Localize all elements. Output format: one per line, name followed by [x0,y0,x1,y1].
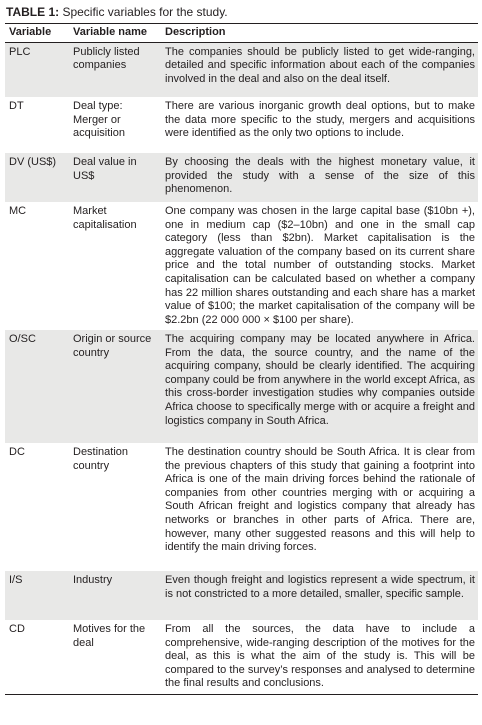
cell-variable-name: Origin or source country [69,330,161,443]
cell-variable-name: Market capitalisation [73,205,137,231]
table-row [5,571,478,620]
table-row [5,330,478,443]
caption-label: TABLE 1: [6,5,60,19]
table-row [5,42,478,97]
cell-variable: DV (US$) [5,153,69,202]
cell-variable-name: Publicly listed companies [69,42,161,97]
table-row [5,620,478,694]
cell-variable: O/SC [5,330,69,443]
variables-table [5,24,478,695]
cell-variable: DT [9,100,24,113]
cell-variable: PLC [5,42,69,97]
cell-variable: DC [9,446,25,459]
cell-description: From all the sources, the data have to include a comprehensive, wide-ranging description of the motives for the deal, as this is what the aim of the study is. This will be compared to the survey’s responses and analysed to determine the final results and conclusions. [161,620,478,694]
header-description: Description [161,24,478,42]
cell-variable-name: Deal type: Merger or acquisition [73,100,125,140]
cell-description: The acquiring company may be located anywhere in Africa. From the data, the source country, and the name of the acquiring company, should be clearly identified. The acquiring company could be from anywhere in the world except Africa, as this cross-border investigation studies why companies outside Africa choose to specifically merge with or acquire a freight and logistics company in South Africa. [161,330,478,443]
cell-variable-name: Deal value in US$ [69,153,161,202]
cell-variable: MC [9,205,27,218]
cell-description: By choosing the deals with the highest monetary value, it provided the study with a sense of the size of this phenomenon. [161,153,478,202]
cell-variable-name: Destination country [73,446,129,472]
table-row [5,202,478,330]
cell-variable-name: Industry [69,571,161,620]
header-variable: Variable [5,24,69,42]
cell-variable: I/S [5,571,69,620]
cell-variable-name: Motives for the deal [69,620,161,694]
table-row [5,97,478,153]
table-row [5,153,478,202]
caption-title: Specific variables for the study. [62,5,228,19]
cell-description: There are various inorganic growth deal options, but to make the data more specific to the study, mergers and acquisitions were identified as the only two options to include. [165,100,475,140]
cell-description: The companies should be publicly listed to get wide-ranging, detailed and specific information about each of the companies involved in the deal and also on the deal itself. [161,42,478,97]
table-row [5,443,478,571]
cell-description: One company was chosen in the large capital base ($10bn +), one in medium cap ($2–10bn) and one in the small cap category (less than $2bn). Market capitalisation is the aggregate valuation of the company based on its current share price and the total number of outstanding stocks. Market capitalisation can be calculated based on whether a company has 22 million shares outstanding and each share has a market value of $100; the market capitalisation of the company will be $2.2bn (22 000 000 × $100 per share). [165,205,475,326]
cell-description: The destination country should be South Africa. It is clear from the previous chapters of this study that gaining a footprint into Africa is one of the main driving forces behind the rationale of companies from other countries merging with or acquiring a South African freight and logistics company that already has networks or branches in other parts of Africa. There are, however, many other suggested reasons and this will help to identify the main driving forces. [165,446,475,554]
table-header-row [5,24,478,42]
header-variable-name: Variable name [69,24,161,42]
cell-variable: CD [5,620,69,694]
cell-description: Even though freight and logistics represent a wide spectrum, it is not constricted to a more detailed, smaller, specific sample. [161,571,478,620]
table-caption [5,5,478,21]
